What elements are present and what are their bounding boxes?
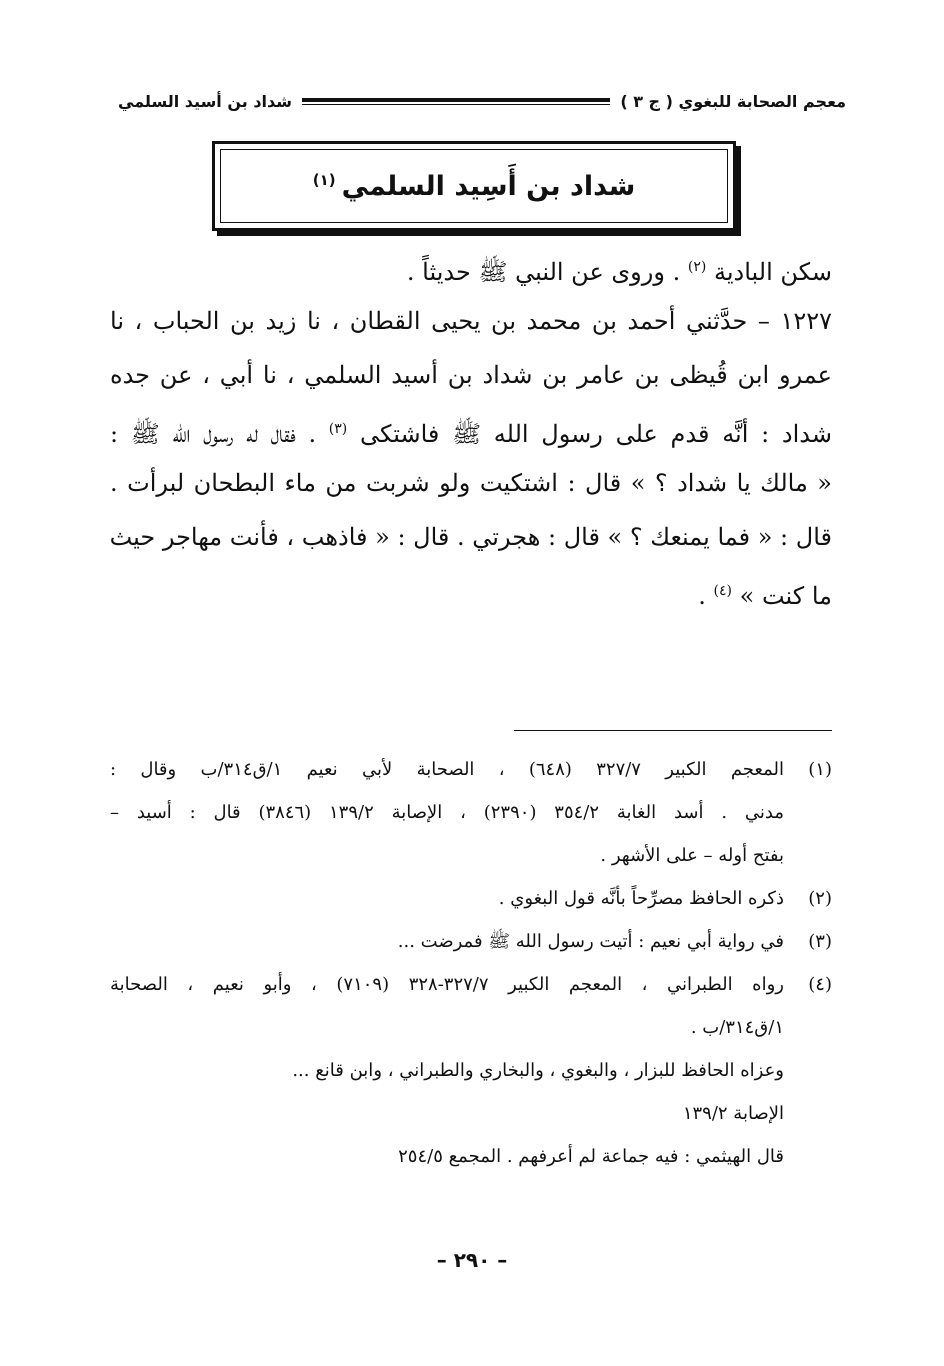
footnote-ref-3: (٣): [328, 421, 348, 437]
footnote-1-text-3: بفتح أوله – على الأشهر .: [600, 845, 784, 866]
footnote-2-text: ذكره الحافظ مصرِّحاً بأنَّه قول البغوي .: [498, 888, 784, 909]
text-line-4-a: شداد : أنَّه قدم على رسول الله ﷺ فاشتكى: [359, 420, 832, 448]
footnote-4-line-1: [110, 963, 832, 1006]
header-rule: [302, 98, 610, 105]
header-book-title: معجم الصحابة للبغوي ( ج ٣ ): [620, 91, 846, 111]
entry-title: [313, 171, 636, 202]
text-line-3: عمرو ابن قُيظى بن عامر بن شداد بن أسيد السلمي ، نا أبي ، عن جده: [110, 361, 832, 389]
text-line-7-b: .: [698, 582, 706, 610]
footnote-3-text: في رواية أبي نعيم : أتيت رسول الله ﷺ فمرضت ...: [397, 931, 784, 952]
footnote-4-line-3: [110, 1049, 832, 1092]
main-text: [110, 240, 832, 618]
text-line-1-a: سكن البادية: [713, 258, 832, 286]
footnote-4-text-3: وعزاه الحافظ للبزار ، والبغوي ، والبخاري والطبراني ، وابن قانع ...: [292, 1060, 784, 1081]
text-line-7-a: ما كنت »: [739, 582, 832, 610]
footnote-1-line-1: [110, 748, 832, 791]
footnote-4-line-5: [110, 1135, 832, 1178]
text-line-1-b: . وروى عن النبي ﷺ حديثاً .: [406, 258, 681, 286]
footnote-1-line-3: [110, 834, 832, 877]
entry-title-text: شداد بن أَسِيد السلمي: [341, 170, 636, 202]
entry-title-footnote-ref: (١): [312, 170, 336, 189]
footnote-4-text-5: قال الهيثمي : فيه جماعة لم أعرفهم . المجمع ٢٥٤/٥: [398, 1146, 784, 1167]
footnote-4-text-4: الإصابة ١٣٩/٢: [682, 1103, 784, 1124]
text-line-4-b: . فقال له رسول الله ﷺ :: [110, 420, 317, 448]
text-line-2: ١٢٢٧ – حدَّثني أحمد بن محمد بن يحيى القطان ، نا زيد بن الحباب ، نا: [110, 307, 832, 335]
text-line-7: [110, 564, 832, 618]
footnote-separator: [514, 730, 832, 731]
running-header: [118, 86, 846, 116]
footnote-1-number: (١): [808, 759, 832, 780]
footnote-2-line-1: [110, 877, 832, 920]
text-line-4: [110, 402, 832, 456]
footnote-1-text: المعجم الكبير ٣٢٧/٧ (٦٤٨) ، الصحابة لأبي نعيم ١/ق٣١٤/ب وقال :: [110, 759, 784, 780]
footnote-3-number: (٣): [808, 931, 832, 952]
entry-title-box: [212, 141, 736, 231]
footnotes: [110, 748, 832, 1178]
footnote-4-text: رواه الطبراني ، المعجم الكبير ٣٢٧/٧-٣٢٨ (٧١٠٩) ، وأبو نعيم ، الصحابة: [110, 974, 785, 995]
header-entry-name: شداد بن أسيد السلمي: [118, 91, 292, 111]
footnote-ref-2: (٢): [687, 259, 707, 275]
footnote-4-line-2: [110, 1006, 832, 1049]
text-line-1: [110, 240, 832, 294]
footnote-4-text-2: ١/ق٣١٤/ب .: [690, 1017, 784, 1038]
footnote-4-line-4: [110, 1092, 832, 1135]
text-line-5: « مالك يا شداد ؟ » قال : اشتكيت ولو شربت من ماء البطحان لبرأت .: [110, 469, 832, 497]
footnote-1-line-2: [110, 791, 832, 834]
footnote-1-text-2: مدني . أسد الغابة ٣٥٤/٢ (٢٣٩٠) ، الإصابة ١٣٩/٢ (٣٨٤٦) قال : أسيد –: [110, 802, 784, 823]
footnote-3-line-1: [110, 920, 832, 963]
text-line-6: قال : « فما يمنعك ؟ » قال : هجرتي . قال : « فاذهب ، فأنت مهاجر حيث: [110, 523, 832, 551]
page-number: – ٢٩٠ –: [436, 1248, 508, 1272]
footnote-2-number: (٢): [808, 888, 832, 909]
footnote-ref-4: (٤): [713, 583, 733, 599]
footnote-4-number: (٤): [808, 974, 832, 995]
